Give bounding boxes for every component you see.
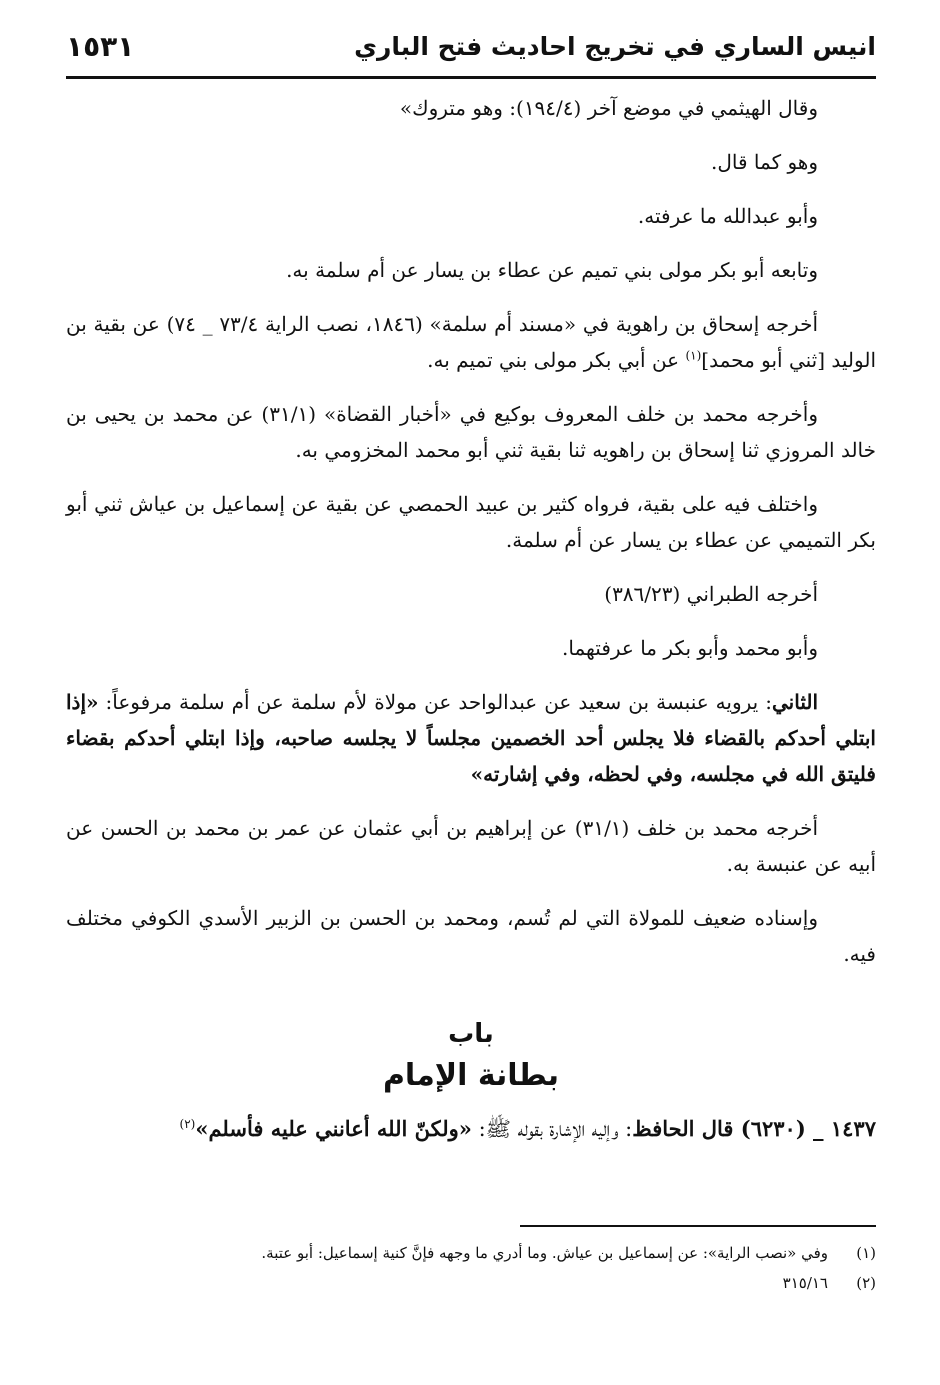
paragraph: وهو كما قال. xyxy=(711,150,818,174)
main-text xyxy=(66,90,876,990)
paragraph-text: : يرويه عنبسة بن سعيد عن عبدالواحد عن مولاة لأم سلمة عن أم سلمة مرفوعاً: xyxy=(98,690,772,714)
footnote-text: وفي «نصب الراية»: عن إسماعيل بن عياش. وما أدري ما وجهه فإنَّ كنية إسماعيل: أبو عتبة. xyxy=(261,1244,828,1262)
chapter-title: بطانة الإمام xyxy=(382,1058,560,1093)
paragraph: وأبو عبدالله ما عرفته. xyxy=(637,204,818,228)
hadith-quote: «ولكنّ الله أعانني عليه فأسلم» xyxy=(195,1116,472,1141)
paragraph: وأخرجه محمد بن خلف المعروف بوكيع في «أخبار القضاة» (٣١/١) عن محمد بن يحيى بن خالد المروزي ثنا إسحاق بن راهويه ثنا بقية ثني أبو محمد المخزومي به. xyxy=(66,402,876,462)
paragraph-text: أخرجه إسحاق بن راهوية في «مسند أم سلمة» (١٨٤٦، نصب الراية ٧٣/٤ _ ٧٤) عن بقية بن الوليد [ثني أبو محمد] xyxy=(66,312,876,372)
paragraph-text: عن أبي بكر مولى بني تميم به. xyxy=(427,348,686,372)
paragraph: وإسناده ضعيف للمولاة التي لم تُسم، ومحمد بن الحسن بن الزبير الأسدي الكوفي مختلف فيه. xyxy=(66,906,876,966)
footnotes xyxy=(66,1238,876,1298)
hadith-text: : وإليه الإشارة بقوله ﷺ: xyxy=(471,1117,633,1141)
footnote-mark: (١) xyxy=(856,1244,876,1262)
paragraph: أخرجه محمد بن خلف (٣١/١) عن إبراهيم بن أبي عثمان عن عمر بن محمد بن الحسن عن أبيه عن عنبسة به. xyxy=(66,816,876,876)
chapter-word: باب xyxy=(448,1019,494,1049)
paragraph xyxy=(66,306,876,378)
footnote xyxy=(66,1268,876,1298)
footnote-rule xyxy=(520,1225,876,1227)
page-header xyxy=(66,30,876,74)
footnote-ref: (٢) xyxy=(179,1117,196,1131)
paragraph: واختلف فيه على بقية، فرواه كثير بن عبيد الحمصي عن بقية عن إسماعيل بن عياش ثني أبو بكر التميمي عن عطاء بن يسار عن أم سلمة. xyxy=(66,492,876,552)
chapter-heading xyxy=(66,1014,876,1098)
paragraph: وتابعه أبو بكر مولى بني تميم عن عطاء بن يسار عن أم سلمة به. xyxy=(286,258,818,282)
hadith-entry xyxy=(66,1108,876,1150)
paragraph: وقال الهيثمي في موضع آخر (١٩٤/٤): وهو متروك» xyxy=(399,96,818,120)
header-rule xyxy=(66,76,876,79)
paragraph xyxy=(66,684,876,792)
running-title: انيس الساري في تخريج احاديث فتح الباري xyxy=(354,32,876,61)
hadith-quote: «إذا ابتلي أحدكم بالقضاء فلا يجلس أحد الخصمين مجلساً لا يجلسه صاحبه، وإذا ابتلي أحدكم بقضاء فليتق الله في مجلسه، وفي لحظه، وفي إشارته» xyxy=(66,690,876,786)
section-label: الثاني xyxy=(771,690,818,714)
footnote-mark: (٢) xyxy=(856,1274,876,1292)
footnote-text: ٣١٥/١٦ xyxy=(782,1274,828,1292)
hadith-number: ١٤٣٧ _ (٦٢٣٠) xyxy=(740,1116,876,1141)
page-number: ١٥٣١ xyxy=(66,30,135,63)
paragraph: وأبو محمد وأبو بكر ما عرفتهما. xyxy=(562,636,818,660)
footnote-ref: (١) xyxy=(685,348,702,363)
footnote xyxy=(66,1238,876,1268)
hadith-speaker: قال الحافظ xyxy=(632,1116,741,1141)
paragraph: أخرجه الطبراني (٣٨٦/٢٣) xyxy=(604,582,818,606)
